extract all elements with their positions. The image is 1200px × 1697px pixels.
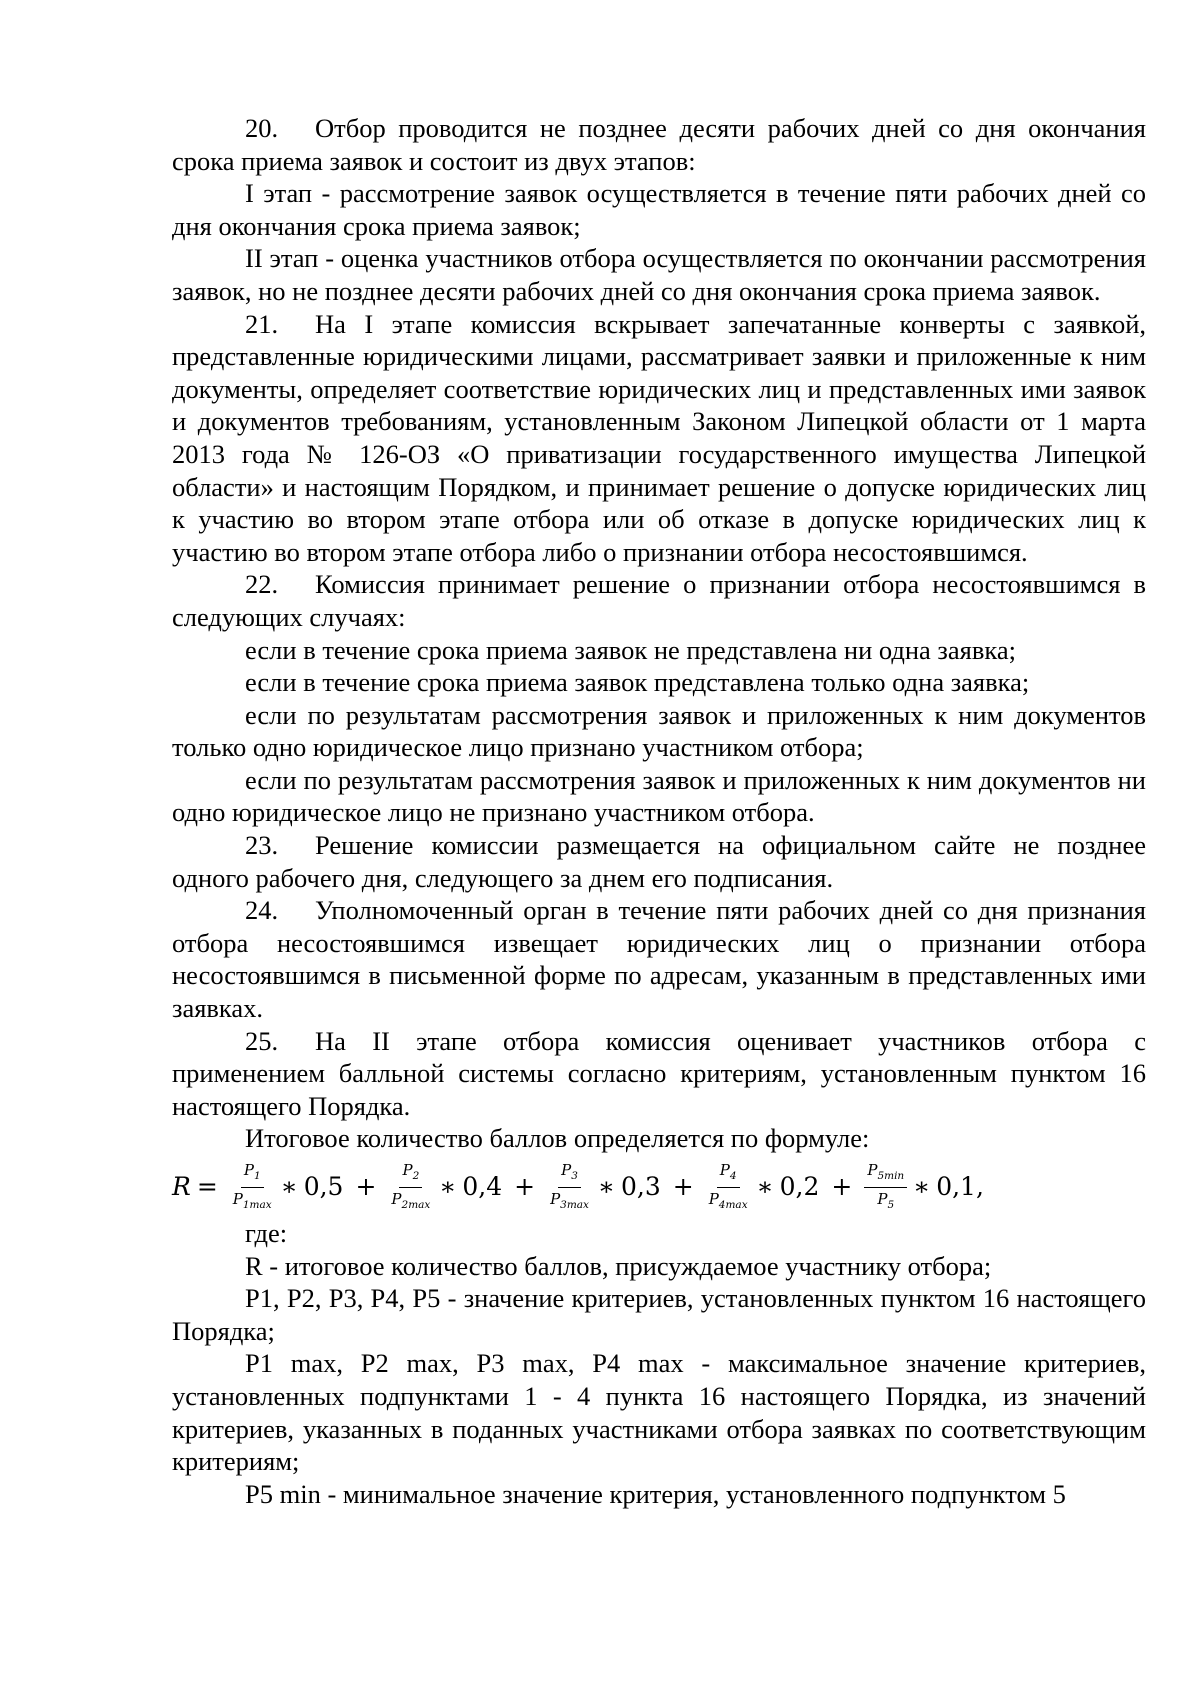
fraction-denominator: $P_{3max}$ (550, 1189, 589, 1211)
clause-number: 25. (245, 1025, 279, 1056)
formula-fraction (230, 1160, 275, 1215)
paragraph (172, 1025, 1146, 1123)
plus-sign: + (672, 1171, 694, 1201)
formula-fraction (388, 1160, 433, 1215)
clause-number: 24. (245, 895, 279, 926)
fraction-denominator: $P_{4max}$ (708, 1189, 748, 1211)
paragraph (172, 177, 1146, 242)
clause-number: 20. (245, 113, 279, 143)
formula-fraction (706, 1160, 751, 1215)
definition-list (172, 1217, 1146, 1510)
paragraph (172, 634, 1146, 667)
fraction-numerator: $P_2$ (399, 1160, 422, 1188)
paragraph-text: Отбор проводится не позднее десяти рабочих дней со дня окончания срока приема заявок и состоит из двух этапов: (172, 113, 1146, 176)
formula-lhs: R (172, 1171, 191, 1201)
multiply-sign: ∗ (913, 1171, 931, 1201)
paragraph (172, 764, 1146, 829)
equals-sign: = (196, 1171, 218, 1201)
paragraph (172, 666, 1146, 699)
paragraph-list (172, 112, 1146, 1155)
paragraph (172, 1122, 1146, 1155)
definition: R - итоговое количество баллов, присуждаемое участнику отбора; (245, 1250, 992, 1281)
paragraph-text: Комиссия принимает решение о признании отбора несостоявшимся в следующих случаях: (172, 569, 1146, 632)
fraction-numerator: $P_1$ (241, 1160, 264, 1188)
formula-coefficient: 0,1, (936, 1171, 984, 1201)
formula-fraction (547, 1160, 592, 1215)
definition: P1 max, P2 max, P3 max, P4 max - максимальное значение критериев, установленных подпунктами 1 - 4 пункта 16 настоящего Порядка, из значений критериев, указанных в поданных участниками отбора заявках по соответствующим критериям; (172, 1348, 1146, 1477)
fraction-numerator: $P_3$ (558, 1160, 581, 1188)
paragraph-text: На II этапе отбора комиссия оценивает участников отбора с применением балльной системы согласно критериям, установленным пунктом 16 настоящего Порядка. (172, 1025, 1146, 1121)
clause-number: 23. (245, 830, 279, 861)
paragraph-text: I этап - рассмотрение заявок осуществляется в течение пяти рабочих дней со дня окончания срока приема заявок; (172, 178, 1146, 241)
document-page (172, 112, 1146, 1510)
definition: P5 min - минимальное значение критерия, установленного подпунктом 5 (245, 1478, 1066, 1509)
paragraph-text: Решение комиссии размещается на официальном сайте не позднее одного рабочего дня, следующего за днем его подписания. (172, 830, 1146, 893)
paragraph (172, 829, 1146, 894)
multiply-sign: ∗ (280, 1171, 298, 1201)
plus-sign: + (514, 1171, 536, 1201)
clause-number: 21. (245, 308, 279, 339)
multiply-sign: ∗ (597, 1171, 615, 1201)
paragraph-text: На I этапе комиссия вскрывает запечатанные конверты с заявкой, представленные юридическими лицами, рассматривает заявки и приложенные к ним документы, определяет соответствие юридических лиц и представленных ими заявок и документов требованиям, установленным Законом Липецкой области от 1 марта 2013 года № 126-ОЗ «О приватизации государственного имущества Липецкой области» и настоящим Порядком, и принимает решение о допуске юридических лиц к участию во втором этапе отбора или об отказе в допуске юридических лиц к участию во втором этапе отбора либо о признании отбора несостоявшимся. (172, 308, 1146, 567)
fraction-denominator: $P_5$ (877, 1189, 895, 1211)
formula-coefficient: 0,5 (303, 1171, 344, 1201)
paragraph-text: если по результатам рассмотрения заявок и приложенных к ним документов ни одно юридическое лицо не признано участником отбора. (172, 764, 1146, 828)
definition: где: (245, 1218, 288, 1248)
paragraph (172, 112, 1146, 177)
fraction-numerator: $P_{5min}$ (864, 1160, 907, 1188)
formula-coefficient: 0,2 (779, 1171, 820, 1201)
score-formula (172, 1157, 1146, 1217)
paragraph-text: если в течение срока приема заявок не представлена ни одна заявка; (245, 634, 1016, 665)
paragraph (172, 894, 1146, 1024)
fraction-denominator: $P_{2max}$ (391, 1189, 431, 1211)
formula-coefficient: 0,3 (620, 1171, 661, 1201)
fraction-denominator: $P_{1max}$ (232, 1189, 272, 1211)
plus-sign: + (355, 1171, 377, 1201)
plus-sign: + (831, 1171, 853, 1201)
multiply-sign: ∗ (439, 1171, 457, 1201)
formula-coefficient: 0,4 (462, 1171, 503, 1201)
fraction-numerator: $P_4$ (717, 1160, 740, 1188)
paragraph-text: если по результатам рассмотрения заявок и приложенных к ним документов только одно юридическое лицо признано участником отбора; (172, 699, 1146, 763)
paragraph (172, 308, 1146, 569)
paragraph-text: если в течение срока приема заявок представлена только одна заявка; (245, 667, 1030, 698)
paragraph (172, 568, 1146, 633)
clause-number: 22. (245, 569, 279, 600)
definition: P1, P2, P3, P4, P5 - значение критериев, установленных пунктом 16 настоящего Порядка; (172, 1283, 1146, 1346)
paragraph-text: II этап - оценка участников отбора осуществляется по окончании рассмотрения заявок, но не позднее десяти рабочих дней со дня окончания срока приема заявок. (172, 243, 1146, 306)
paragraph (172, 242, 1146, 307)
paragraph (172, 699, 1146, 764)
multiply-sign: ∗ (756, 1171, 774, 1201)
paragraph-text: Итоговое количество баллов определяется по формуле: (245, 1123, 870, 1154)
paragraph-text: Уполномоченный орган в течение пяти рабочих дней со дня признания отбора несостоявшимся извещает юридических лиц о признании отбора несостоявшимся в письменной форме по адресам, указанным в представленных ими заявках. (172, 895, 1146, 1024)
formula-fraction (864, 1160, 907, 1215)
